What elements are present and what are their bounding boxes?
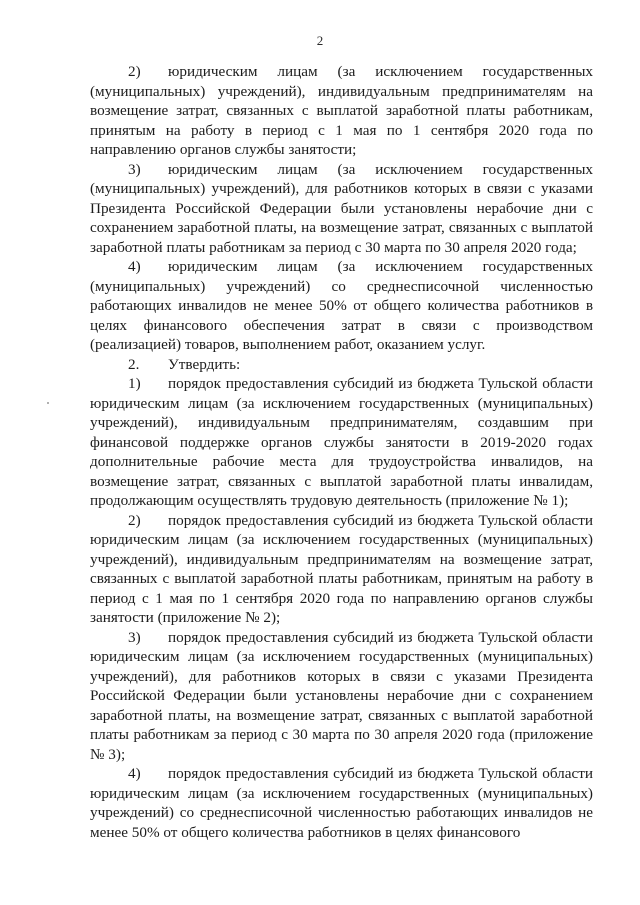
item-text: порядок предоставления субсидий из бюджета Тульской области юридическим лицам (за исключением государственных (муниципальных) учреждений), для работников которых в связи с указами Президента Российской Федерации были установлены нерабочие дни с сохранением заработной платы, на возмещение затрат, связанных с выплатой заработной платы работникам за период с 30 марта по 30 апреля 2020 года (приложение № 3); <box>90 628 593 763</box>
item-text: юридическим лицам (за исключением государственных (муниципальных) учреждений), для работников которых в связи с указами Президента Российской Федерации были установлены нерабочие дни с сохранением заработной платы, на возмещение затрат, связанных с выплатой заработной платы работникам за период с 30 марта по 30 апреля 2020 года; <box>90 160 593 256</box>
item-number: 2) <box>128 63 141 80</box>
item-text: порядок предоставления субсидий из бюджета Тульской области юридическим лицам (за исключением государственных (муниципальных) учреждений), индивидуальным предпринимателям на возмещение затрат, связанных с выплатой заработной платы работникам, принятым на работу в период с 1 мая по 1 сентября 2020 года по направлению органов службы занятости (приложение № 2); <box>90 511 593 626</box>
item-number: 2) <box>128 511 141 529</box>
section-heading <box>90 355 593 375</box>
item-text: юридическим лицам (за исключением государственных (муниципальных) учреждений) со среднесписочной численностью работающих инвалидов не менее 50% от общего количества работников в целях финансового обеспечения затрат в связи с производством (реализацией) товаров, выполнением работ, оказанием услуг. <box>90 258 593 353</box>
item-number: 4) <box>128 765 141 782</box>
item-number: 3) <box>128 160 141 178</box>
item-number: 3) <box>128 628 141 646</box>
list-item <box>90 511 593 628</box>
item-number: 4) <box>128 258 141 275</box>
item-number: 1) <box>128 375 141 392</box>
list-item <box>90 257 593 355</box>
document-body <box>90 62 593 842</box>
page-number: 2 <box>316 33 324 48</box>
list-item <box>90 764 593 842</box>
item-number: 2. <box>128 355 140 373</box>
list-item <box>90 62 593 160</box>
item-text: Утвердить: <box>168 355 241 373</box>
list-item <box>90 160 593 258</box>
list-item <box>90 628 593 765</box>
item-text: порядок предоставления субсидий из бюджета Тульской области юридическим лицам (за исключением государственных (муниципальных) учреждений), индивидуальным предпринимателям, создавшим при финансовой поддержке органов службы занятости в 2019-2020 годах дополнительные рабочие места для трудоустройства инвалидов, на возмещение затрат, связанных с выплатой заработной платы инвалидам, продолжающим осуществлять трудовую деятельность (приложение № 1); <box>90 375 593 509</box>
item-text: порядок предоставления субсидий из бюджета Тульской области юридическим лицам (за исключением государственных (муниципальных) учреждений) со среднесписочной численностью работающих инвалидов не менее 50% от общего количества работников в целях финансового <box>90 765 593 841</box>
scan-speck <box>47 402 49 404</box>
list-item <box>90 374 593 511</box>
item-text: юридическим лицам (за исключением государственных (муниципальных) учреждений), индивидуальным предпринимателям на возмещение затрат, связанных с выплатой заработной платы работникам, принятым на работу в период с 1 мая по 1 сентября 2020 года по направлению органов службы занятости; <box>90 63 593 158</box>
